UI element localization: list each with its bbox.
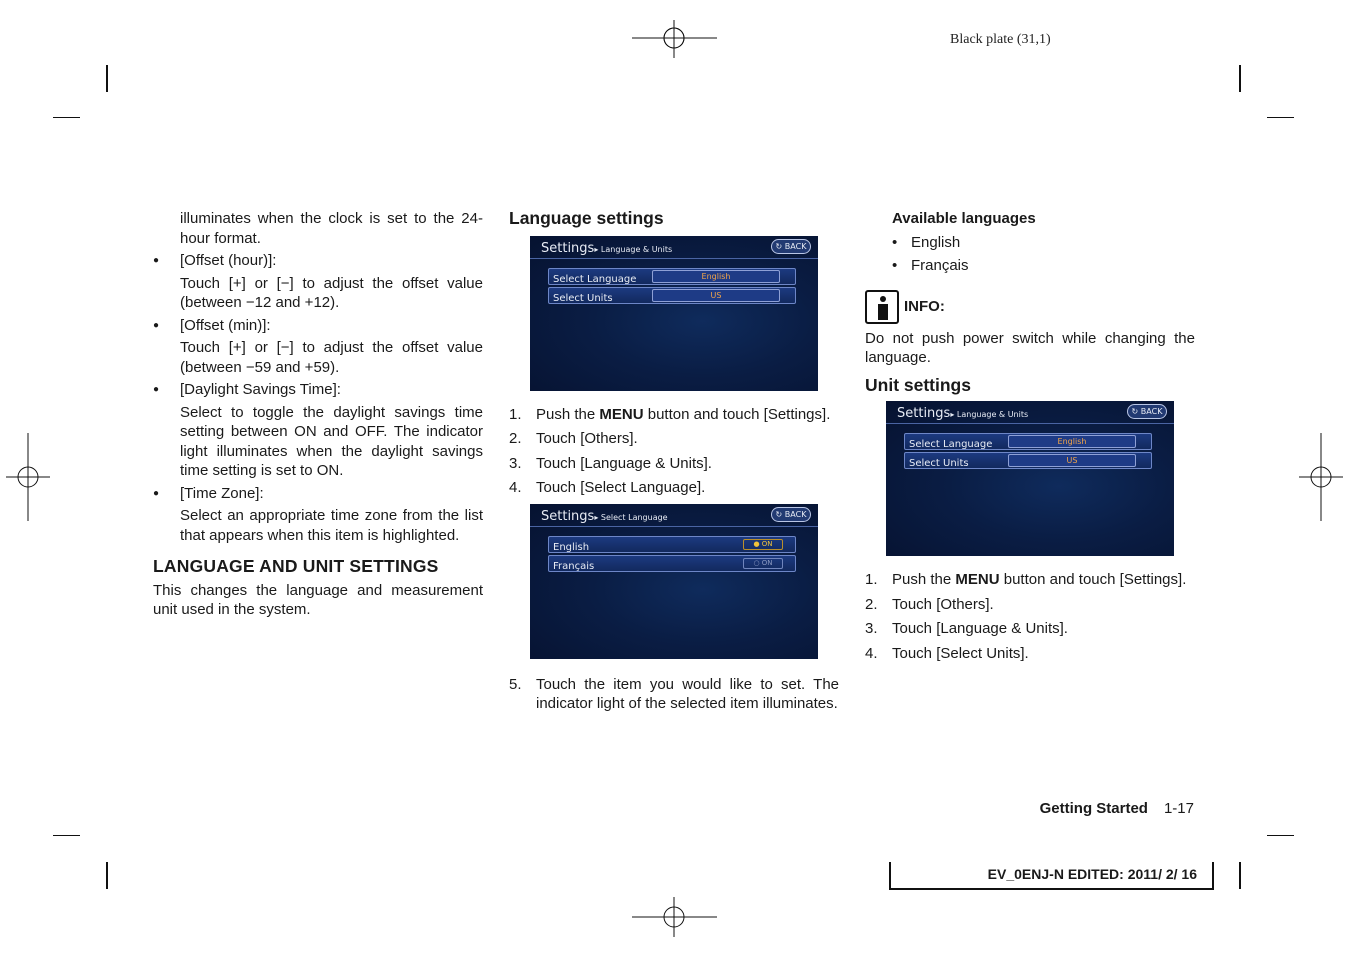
crop-mark (1267, 835, 1294, 836)
screen-title: Settings▸ Language & Units (541, 240, 673, 256)
back-button: ↻ BACK (771, 507, 811, 522)
step-item: 4. Touch [Select Language]. (509, 479, 706, 496)
divider (886, 423, 1174, 424)
crop-mark (53, 835, 80, 836)
step-item: 5. Touch the item you would like to set. The indicator light of the selected item illuminates. (509, 675, 839, 712)
registration-mark-icon (632, 897, 717, 937)
crop-mark (1239, 65, 1241, 92)
list-item-desc: Select to toggle the daylight savings time setting between ON and OFF. The indicator light illuminates when the daylight savings time setting is set to ON. (180, 403, 483, 479)
step-item: 3. Touch [Language & Units]. (865, 620, 1068, 637)
step-item: 1. Push the MENU button and touch [Settings]. (509, 405, 831, 423)
step-item: 2. Touch [Others]. (865, 595, 994, 613)
continued-text: illuminates when the clock is set to the 24-hour format. (180, 210, 483, 247)
crop-mark (1239, 862, 1241, 889)
crop-mark (106, 862, 108, 889)
menu-row: Select Language English (904, 433, 1152, 450)
menu-row: Select Units US (904, 452, 1152, 469)
column-left (153, 209, 483, 620)
menu-row: English ● ON (548, 536, 796, 553)
menu-row: Select Units US (548, 287, 796, 304)
step-item: 1. Push the MENU button and touch [Settings]. (865, 571, 1187, 588)
list-item-desc: Touch [+] or [−] to adjust the offset value (between −12 and +12). (180, 274, 483, 311)
subsection-heading: Unit settings (865, 374, 971, 395)
list-item-desc: Select an appropriate time zone from the list that appears when this item is highlighted. (180, 507, 483, 544)
column-middle (509, 209, 839, 714)
menu-row: Français ○ ON (548, 555, 796, 572)
info-label: INFO: (904, 297, 945, 315)
page-number: 1-17 (1163, 800, 1194, 817)
list-item: ● [Daylight Savings Time]: (153, 380, 483, 400)
section-intro: This changes the language and measurement unit used in the system. (153, 581, 483, 618)
screenshot-language-units (530, 236, 818, 391)
steps-list (865, 570, 1195, 663)
divider (530, 526, 818, 527)
screen-title: Settings▸ Select Language (541, 508, 668, 524)
info-header (865, 290, 1195, 324)
list-item: ● [Offset (hour)]: (153, 251, 483, 271)
section-name: Getting Started (1039, 800, 1148, 817)
screen-title: Settings▸ Language & Units (897, 406, 1029, 421)
list-item-desc: Touch [+] or [−] to adjust the offset value (between −59 and +59). (180, 339, 483, 376)
page-footer (1040, 800, 1194, 817)
list-item: • English (892, 233, 1195, 253)
screenshot-language-units (886, 401, 1174, 556)
screenshot-select-language (530, 504, 818, 659)
list-item: ● [Offset (min)]: (153, 316, 483, 336)
column-right (865, 209, 1195, 663)
registration-mark-icon (6, 433, 50, 521)
step-item: 4. Touch [Select Units]. (865, 644, 1029, 662)
list-item: ● [Time Zone]: (153, 484, 483, 504)
crop-mark (106, 65, 108, 92)
step-item: 2. Touch [Others]. (509, 430, 638, 447)
crop-mark (53, 117, 80, 118)
crop-mark (1267, 117, 1294, 118)
step-item: 3. Touch [Language & Units]. (509, 454, 712, 472)
list-item: • Français (892, 256, 1195, 276)
divider (530, 258, 818, 259)
back-button: ↻ BACK (771, 239, 811, 254)
subsection-heading: Language settings (509, 208, 664, 228)
edited-stamp: EV_0ENJ-N EDITED: 2011/ 2/ 16 (889, 862, 1214, 890)
menu-row: Select Language English (548, 268, 796, 285)
available-languages-heading: Available languages (892, 210, 1036, 227)
section-heading: LANGUAGE AND UNIT SETTINGS (153, 556, 439, 576)
info-icon (865, 290, 899, 324)
info-text: Do not push power switch while changing the language. (865, 329, 1195, 366)
language-list (865, 233, 1195, 276)
registration-mark-icon (632, 20, 717, 58)
steps-list (509, 405, 839, 498)
registration-mark-icon (1299, 433, 1343, 521)
plate-label: Black plate (31,1) (950, 32, 1051, 47)
back-button: ↻ BACK (1127, 404, 1167, 419)
